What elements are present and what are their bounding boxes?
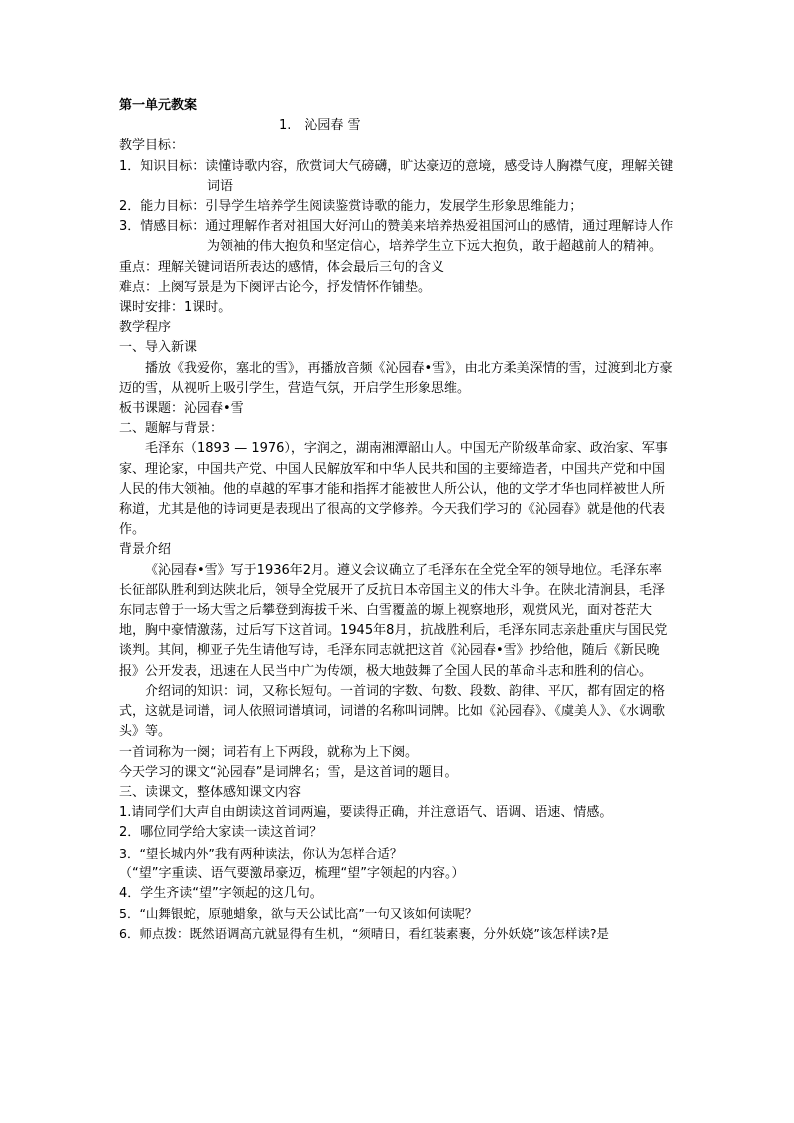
text-line: 今天学习的课文“沁园春”是词牌名；雪，是这首词的题目。 [119, 764, 458, 780]
text-line: 介绍词的知识：词，又称长短句。一首词的字数、句数、段数、韵律、平仄，都有固定的格式，这就是词谱，词人依照词谱填词，词谱的名称叫词牌。比如《沁园春》、《虞美人》、《水调歌头》等。 [119, 683, 666, 740]
text-line: 《沁园春•雪》写于1936年2月。遵义会议确立了毛泽东在全党全军的领导地位。毛泽东率长征部队胜利到达陕北后，领导全党展开了反抗日本帝国主义的伟大斗争。在陕北清涧县，毛泽东同志曾于一场大雪之后攀登到海拔千米、白雪覆盖的塬上视察地形，观赏风光，面对苍茫大地，胸中豪情激荡，过后写下这首词。1945年8月，抗战胜利后，毛泽东同志亲赴重庆与国民党谈判。其间，柳亚子先生请他写诗，毛泽东同志就把这首《沁园春•雪》抄给他，随后《新民晚报》公开发表，迅速在人民当中广为传颂，极大地鼓舞了全国人民的革命斗志和胜利的信心。 [119, 562, 668, 679]
text-line: 4．学生齐读“望”字领起的这几句。 [119, 885, 323, 901]
text-line: 6．师点拨：既然语调高亢就显得有生机，“须晴日，看红装素裹，分外妖娆”该怎样读?是 [119, 926, 610, 942]
text-line: 3．“望长城内外”我有两种读法，你认为怎样合适？ [119, 845, 403, 861]
document-page [119, 96, 675, 945]
text-line: 板书课题：沁园春•雪 [119, 401, 244, 417]
text-line: 二、题解与背景： [119, 421, 224, 437]
text-line: 重点：理解关键词语所表达的感情，体会最后三句的含义 [119, 259, 445, 275]
text-line: 教学目标： [119, 138, 185, 154]
text-line: 3．情感目标：通过理解作者对祖国大好河山的赞美来培养热爱祖国河山的感情，通过理解诗人作为领袖的伟大抱负和坚定信心，培养学生立下远大抱负，敢于超越前人的精神。 [119, 219, 674, 255]
text-line: 1.请同学们大声自由朗读这首词两遍，要读得正确，并注意语气、语调、语速、情感。 [119, 805, 613, 821]
text-line: 一、导入新课 [119, 340, 198, 356]
text-line: 2．哪位同学给大家读一读这首词？ [119, 825, 323, 841]
text-line: 三、读课文，整体感知课文内容 [119, 784, 302, 800]
text-line: 一首词称为一阕；词若有上下两段，就称为上下阕。 [119, 744, 419, 760]
text-line: 毛泽东（1893 — 1976），字润之，湖南湘潭韶山人。中国无产阶级革命家、政治家、军事家、理论家，中国共产党、中国人民解放军和中华人民共和国的主要缔造者，中国共产党和中国人民的伟大领袖。他的卓越的军事才能和指挥才能被世人所公认，他的文学才华也同样被世人所称道，尤其是他的诗词更是表现出了很高的文学修养。今天我们学习的《沁园春》就是他的代表作。 [119, 441, 668, 538]
text-line: （“望”字重读、语气要激昂豪迈，梳理“望”字领起的内容。） [119, 865, 465, 881]
document-heading: 第一单元教案 [119, 98, 198, 113]
text-line: 5．“山舞银蛇，原驰蜡象，欲与天公试比高”一句又该如何读呢？ [119, 906, 478, 922]
text-line: 课时安排：1课时。 [119, 300, 232, 316]
text-line: 2．能力目标：引导学生培养学生阅读鉴赏诗歌的能力，发展学生形象思维能力； [119, 199, 583, 215]
text-line: 难点：上阕写景是为下阕评古论今，抒发情怀作铺垫。 [119, 279, 432, 295]
lesson-title: 1. 沁园春 雪 [279, 118, 361, 134]
text-line: 背景介绍 [119, 542, 172, 558]
text-line: 播放《我爱你，塞北的雪》，再播放音频《沁园春•雪》，由北方柔美深情的雪，过渡到北方豪迈的雪，从视听上吸引学生，营造气氛，开启学生形象思维。 [119, 360, 673, 396]
text-line: 1．知识目标：读懂诗歌内容，欣赏词大气磅礴，旷达豪迈的意境，感受诗人胸襟气度，理解关键词语 [119, 158, 674, 194]
text-line: 教学程序 [119, 320, 172, 336]
